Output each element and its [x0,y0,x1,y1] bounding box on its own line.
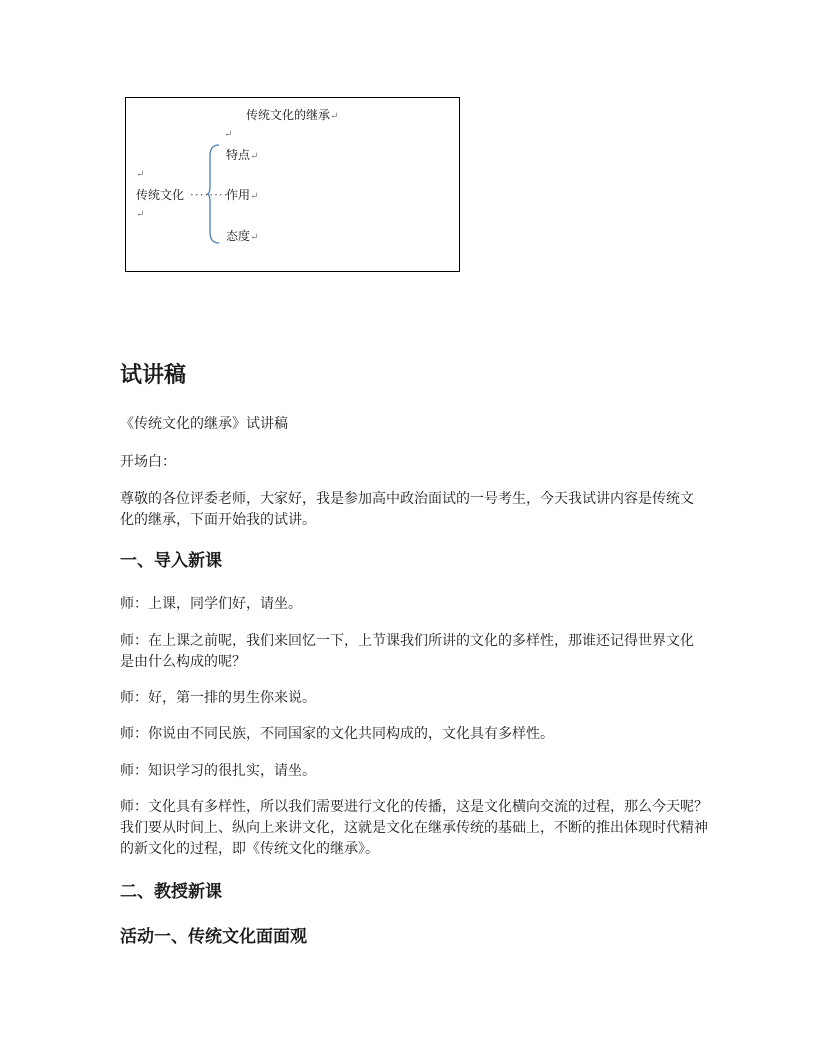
dialogue-line: 师：文化具有多样性，所以我们需要进行文化的传播，这是文化横向交流的过程，那么今天呢？我们要从时间上、纵向上来讲文化，这就是文化在继承传统的基础上，不断的推出体现时代精神的新文化的过程，即《传统文化的继承》。 [120,799,708,857]
main-topic: 传统文化 [136,188,185,202]
branch-item: 特点↵ [226,148,259,162]
board-title: 传统文化的继承↵ [246,108,339,122]
activity-heading: 活动一、传统文化面面观 [120,927,307,947]
dialogue-line: 师：好，第一排的男生你来说。 [120,690,316,706]
page-title: 试讲稿 [120,362,187,388]
dialogue-line: 师：你说由不同民族，不同国家的文化共同构成的，文化具有多样性。 [120,726,554,742]
paragraph-mark: ↵ [136,209,145,220]
opening-label: 开场白： [120,454,176,470]
paragraph-mark: ↵ [136,169,145,180]
branch-item: 态度↵ [226,229,259,243]
paragraph-mark: ↵ [224,129,233,140]
dialogue-line: 师：在上课之前呢，我们来回忆一下，上节课我们所讲的文化的多样性，那谁还记得世界文化是由什么构成的呢？ [120,633,694,670]
opening-text: 尊敬的各位评委老师，大家好，我是参加高中政治面试的一号考生，今天我试讲内容是传统文化的继承，下面开始我的试讲。 [120,491,694,528]
brace-icon [206,144,220,244]
board-diagram [125,97,460,272]
dialogue-line: 师：上课，同学们好，请坐。 [120,596,302,612]
subtitle: 《传统文化的继承》试讲稿 [120,416,288,432]
branch-item: 作用↵ [226,188,259,202]
connector-dots: ········ [190,188,229,202]
dialogue-line: 师：知识学习的很扎实，请坐。 [120,763,316,779]
section-heading: 一、导入新课 [120,551,222,571]
section-heading: 二、教授新课 [120,882,222,902]
